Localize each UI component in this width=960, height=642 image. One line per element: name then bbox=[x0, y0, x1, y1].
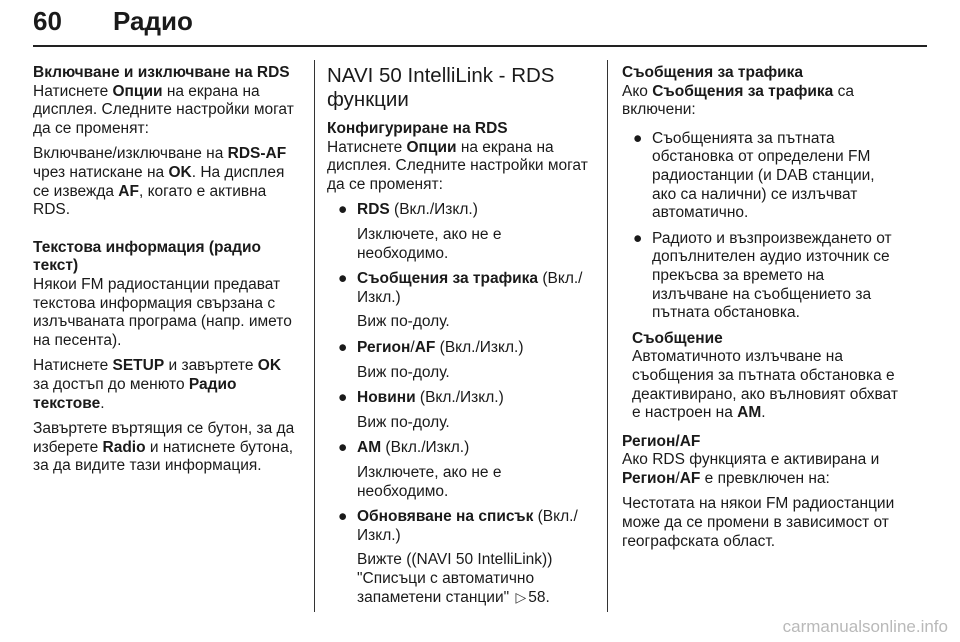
column-divider-right bbox=[607, 60, 608, 612]
section-heading-radio-text: Текстова информация (радио текст) bbox=[33, 238, 261, 275]
list-item: ● Съобщения за трафика (Вкл./Изкл.) Виж по-долу. bbox=[338, 270, 583, 331]
list-item: ● Обновяване на списък (Вкл./Изкл.) Вижте ((NAVI 50 IntelliLink)) "Списъци с автоматично запаметени станции" ▷ 58. bbox=[338, 508, 578, 607]
section-heading-rds-toggle: Включване и изключване на RDS bbox=[33, 64, 290, 81]
page-number: 60 bbox=[33, 6, 62, 36]
note-text: Автоматичното излъчване на съобщения за пътната обстановка е деактивирано, ако вълновият обхват е настроен на AM. bbox=[632, 348, 898, 422]
column-right bbox=[622, 64, 898, 558]
section-heading-region-af: Регион/AF bbox=[622, 432, 701, 450]
list-item: ● RDS (Вкл./Изкл.) Изключете, ако не е необходимо. bbox=[338, 201, 502, 262]
list-item: ● Регион/AF (Вкл./Изкл.) Виж по-долу. bbox=[338, 338, 524, 381]
list-item: ● Радиото и възпроизвеждането от допълнителен аудио източник се прекъсва за времето на излъчване на съобщението за пътната обстановка. bbox=[633, 229, 892, 322]
bullet-icon: ● bbox=[633, 229, 643, 247]
bullet-icon: ● bbox=[338, 508, 348, 526]
list-item: ● Съобщенията за пътната обстановка от определени FM радиостанции (и DAB станции, ако са налични) се излъчват автоматично. bbox=[633, 129, 875, 222]
note-box bbox=[632, 330, 898, 423]
paragraph: Натиснете Опции на екрана на дисплея. Следните настройки могат да се променят: bbox=[33, 82, 294, 137]
bullet-icon: ● bbox=[338, 389, 348, 407]
paragraph: Натиснете Опции на екрана на дисплея. Следните настройки могат да се променят: bbox=[327, 138, 588, 193]
settings-list bbox=[327, 201, 593, 608]
column-left bbox=[33, 64, 299, 483]
traffic-list bbox=[622, 130, 898, 323]
paragraph: Включване/изключване на RDS-AF чрез натискане на OK. На дисплея се извежда AF, когато е активна RDS. bbox=[33, 145, 287, 219]
column-divider-left bbox=[314, 60, 315, 612]
bullet-icon: ● bbox=[338, 201, 348, 219]
bullet-icon: ● bbox=[338, 270, 348, 288]
note-title: Съобщение bbox=[632, 329, 723, 347]
section-title: NAVI 50 IntelliLink - RDS функции bbox=[327, 64, 555, 111]
watermark: carmanualsonline.info bbox=[782, 617, 948, 636]
paragraph: Ако Съобщения за трафика са включени: bbox=[622, 82, 854, 119]
paragraph: Натиснете SETUP и завъртете OK за достъп до менюто Радио текстове. bbox=[33, 357, 282, 412]
section-heading-traffic: Съобщения за трафика bbox=[622, 64, 804, 81]
paragraph: Честотата на някои FM радиостанции може да се промени в зависимост от географската област. bbox=[622, 495, 895, 550]
chapter-title: Радио bbox=[113, 6, 193, 36]
page-reference-icon: ▷ bbox=[515, 589, 527, 606]
page-reference[interactable]: 58. bbox=[528, 589, 550, 607]
bullet-icon: ● bbox=[338, 338, 348, 356]
paragraph: Някои FM радиостанции предават текстова информация свързана с излъчваната програма (напр. името на песента). bbox=[33, 275, 292, 349]
paragraph: Ако RDS функцията е активирана и Регион/AF е превключен на: bbox=[622, 451, 880, 487]
column-middle bbox=[327, 64, 593, 615]
bullet-icon: ● bbox=[338, 439, 348, 457]
header-divider bbox=[33, 45, 927, 47]
paragraph: Завъртете въртящия се бутон, за да изберете Radio и натиснете бутона, за да видите тази информация. bbox=[33, 420, 295, 475]
list-item: ● AM (Вкл./Изкл.) Изключете, ако не е необходимо. bbox=[338, 439, 502, 500]
list-item: ● Новини (Вкл./Изкл.) Виж по-долу. bbox=[338, 389, 504, 431]
bullet-icon: ● bbox=[633, 129, 643, 147]
subsection-heading: Конфигуриране на RDS bbox=[327, 120, 508, 137]
